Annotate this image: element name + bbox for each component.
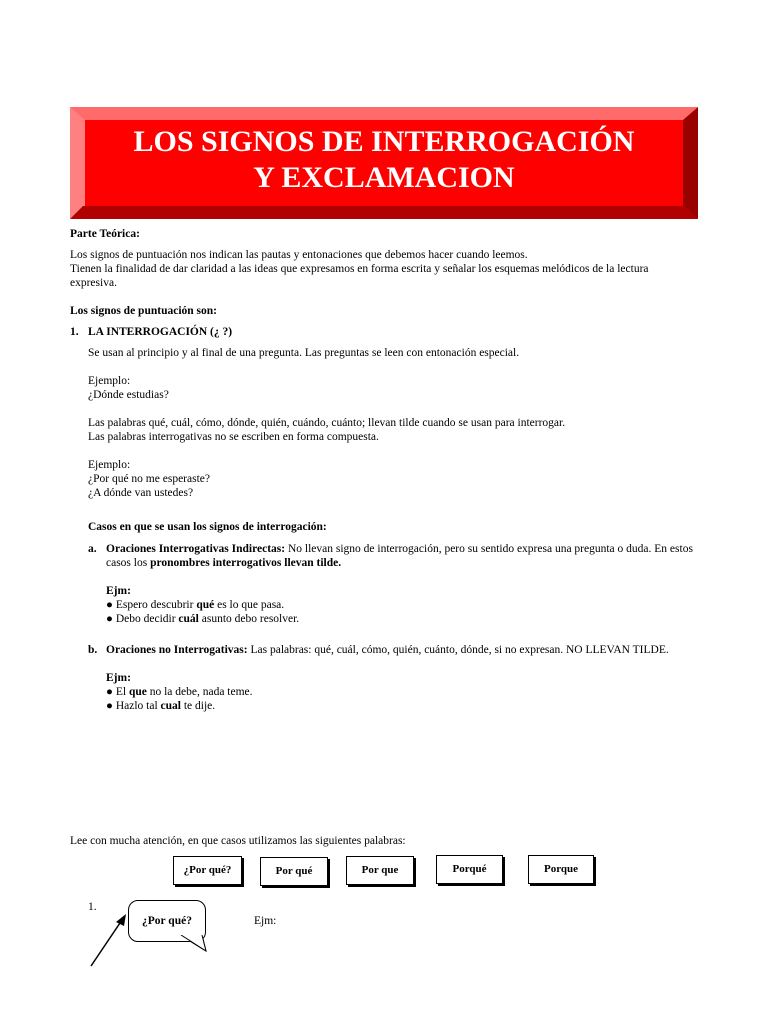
example-text: es lo que pasa. [214, 599, 285, 611]
word-box: Porque [528, 855, 594, 884]
example-question: ¿Dónde estudias? [88, 389, 169, 401]
case-a-bold-tail: pronombres interrogativos llevan tilde. [150, 557, 342, 569]
interrogation-description: Se usan al principio y al final de una pregunta. Las preguntas se leen con entonación especial. [88, 347, 520, 359]
example-block-2 [88, 458, 210, 500]
example-text: asunto debo resolver. [198, 613, 300, 625]
case-a-title: Oraciones Interrogativas Indirectas: [106, 543, 286, 555]
case-a-text [106, 542, 698, 570]
title-line-2: Y EXCLAMACION [253, 161, 515, 194]
case-b-text [106, 643, 698, 657]
example-question: ¿A dónde van ustedes? [88, 487, 194, 499]
case-b-examples [106, 671, 253, 713]
rules-block [88, 416, 698, 444]
speech-bubble: ¿Por qué? [128, 900, 206, 942]
list-item [106, 685, 253, 699]
example-text: Debo decidir [115, 613, 179, 625]
rule-tilde: Las palabras qué, cuál, cómo, dónde, quién, cuándo, cuánto; llevan tilde cuando se usan para interrogar. [88, 417, 566, 429]
example-text: Espero descubrir [115, 599, 197, 611]
list-item [106, 598, 299, 612]
section-heading-cases: Casos en que se usan los signos de interrogación: [88, 521, 327, 533]
example-label: Ejemplo: [88, 375, 131, 387]
arrow-icon [86, 906, 136, 970]
example-text: te dije. [180, 700, 216, 712]
example-label: Ejemplo: [88, 459, 131, 471]
intro-paragraph-2: Tienen la finalidad de dar claridad a las ideas que expresamos en forma escrita y señalar los esquemas melódicos de la lectura expresiva. [70, 263, 649, 289]
example-keyword: que [128, 686, 147, 698]
bullet-icon: ● [106, 613, 113, 625]
item-title-interrogation: LA INTERROGACIÓN (¿ ?) [88, 326, 233, 338]
example-keyword: qué [196, 599, 215, 611]
exercise-prompt: Lee con mucha atención, en que casos utilizamos las siguientes palabras: [70, 835, 406, 847]
list-number: 1. [70, 326, 79, 338]
list-item [106, 612, 299, 626]
exercise-ejm: Ejm: [254, 915, 277, 927]
case-a-marker: a. [88, 543, 97, 555]
ejm-label: Ejm: [106, 672, 131, 684]
example-text: no la debe, nada teme. [146, 686, 253, 698]
case-a-examples [106, 584, 299, 626]
exercise-number: 1. [88, 901, 97, 913]
list-item [106, 699, 253, 713]
word-box: Por que [346, 856, 414, 885]
page-title [85, 124, 683, 196]
section-heading-signs: Los signos de puntuación son: [70, 305, 217, 317]
word-box: ¿Por qué? [173, 856, 242, 885]
bullet-icon: ● [106, 700, 113, 712]
bubble-tail-cover [180, 935, 210, 955]
title-banner [70, 107, 698, 219]
case-b-marker: b. [88, 644, 98, 656]
banner-bevel-left [70, 107, 85, 219]
example-keyword: cual [160, 700, 181, 712]
banner-bevel-right [683, 107, 698, 219]
rule-compound: Las palabras interrogativas no se escriben en forma compuesta. [88, 431, 379, 443]
ejm-label: Ejm: [106, 585, 131, 597]
bullet-icon: ● [106, 686, 113, 698]
bullet-icon: ● [106, 599, 113, 611]
title-line-1: LOS SIGNOS DE INTERROGACIÓN [133, 125, 635, 158]
case-b-title: Oraciones no Interrogativas: [106, 644, 248, 656]
intro-text [70, 248, 690, 290]
example-block-1 [88, 374, 169, 402]
example-text: El [115, 686, 129, 698]
example-text: Hazlo tal [115, 700, 161, 712]
example-question: ¿Por qué no me esperaste? [88, 473, 210, 485]
example-keyword: cuál [178, 613, 199, 625]
banner-bevel-top [70, 107, 698, 120]
word-box: Por qué [260, 857, 328, 886]
case-b-body: Las palabras: qué, cuál, cómo, quién, cuánto, dónde, si no expresan. NO LLEVAN TILDE. [247, 644, 669, 656]
intro-paragraph-1: Los signos de puntuación nos indican las pautas y entonaciones que debemos hacer cuando leemos. [70, 249, 528, 261]
banner-bevel-bottom [70, 206, 698, 219]
word-box: Porqué [436, 855, 503, 884]
case-a-body: No llevan signo de interrogación, pero su sentido expresa una pregunta o duda. En estos casos los [106, 543, 693, 569]
section-heading-theory: Parte Teórica: [70, 228, 140, 240]
